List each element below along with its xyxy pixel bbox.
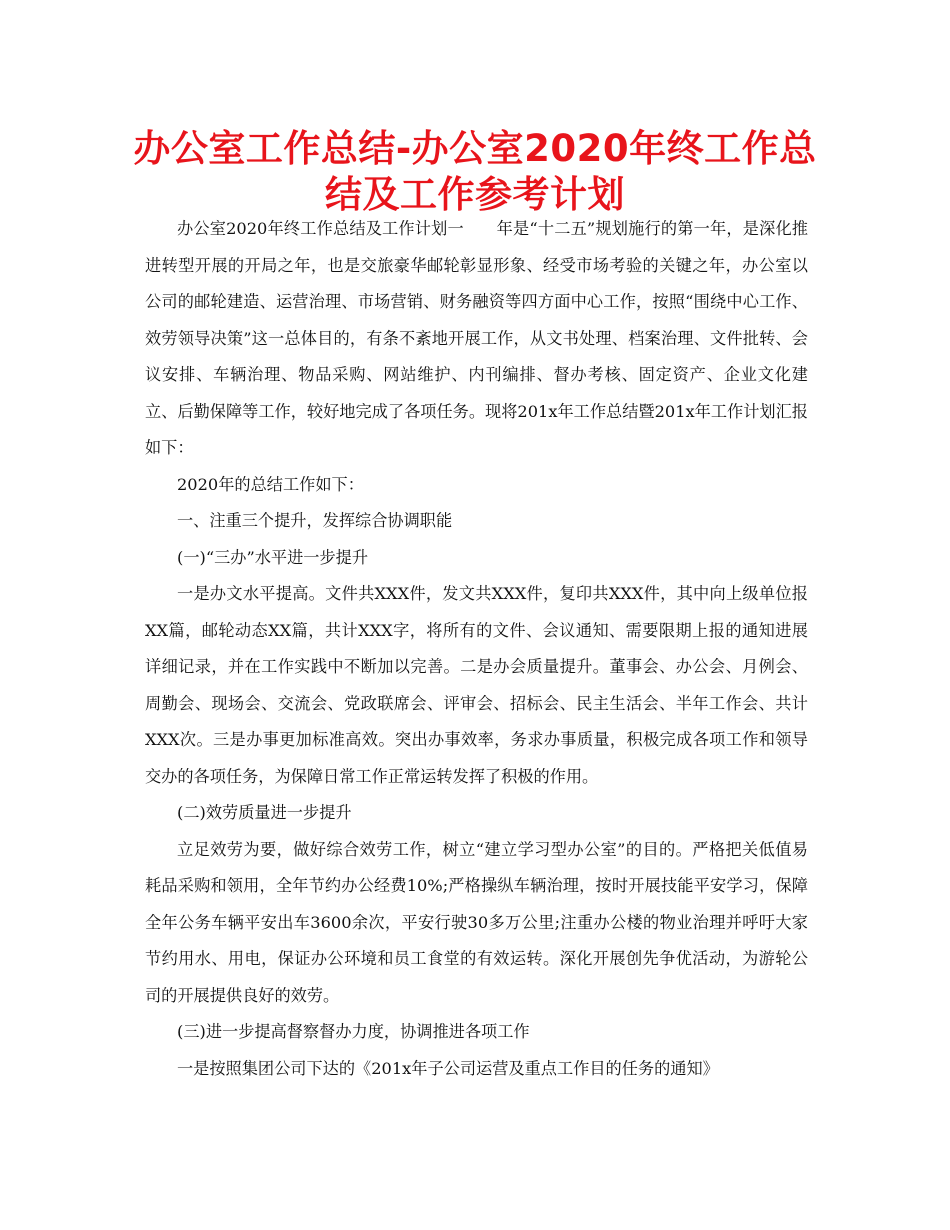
summary-heading: 2020年的总结工作如下： <box>177 474 364 494</box>
subsection-heading-3: (三)进一步提高督察督办力度，协调推进各项工作 <box>177 1022 530 1041</box>
subsection-paragraph-1: 一是办文水平提高。文件共XXX件，发文共XXX件，复印共XXX件，其中向上级单位报XX篇，邮轮动态XX篇，共计XXX字，将所有的文件、会议通知、需要限期上报的通知进展详细记录，并在工作实践中不断加以完善。二是办会质量提升。董事会、办公会、月例会、周勤会、现场会、交流会、党政联席会、评审会、招标会、民主生活会、半年工作会、共计XXX次。三是办事更加标准高效。突出办事效率，务求办事质量，积极完成各项工作和领导交办的各项任务，为保障日常工作正常运转发挥了积极的作用。 <box>145 584 808 786</box>
document-body <box>145 211 808 1087</box>
subsection-heading-2: (二)效劳质量进一步提升 <box>177 803 352 822</box>
subsection-paragraph-3: 一是按照集团公司下达的《201x年子公司运营及重点工作目的任务的通知》 <box>177 1058 719 1078</box>
subsection-heading-1: (一)“三办”水平进一步提升 <box>177 547 369 567</box>
document-title: 办公室工作总结-办公室2020年终工作总结及工作参考计划 <box>133 127 817 216</box>
subsection-paragraph-2: 立足效劳为要，做好综合效劳工作，树立“建立学习型办公室”的目的。严格把关低值易耗品采购和领用，全年节约办公经费10%;严格操纵车辆治理，按时开展技能平安学习，保障全年公务车辆平安出车3600余次，平安行驶30多万公里;注重办公楼的物业治理并呼吁大家节约用水、用电，保证办公环境和员工食堂的有效运转。深化开展创先争优活动，为游轮公司的开展提供良好的效劳。 <box>145 839 808 1005</box>
section-heading-1: 一、注重三个提升，发挥综合协调职能 <box>177 511 453 530</box>
intro-paragraph: 办公室2020年终工作总结及工作计划一 年是“十二五”规划施行的第一年，是深化推进转型开展的开局之年，也是交旅豪华邮轮彰显形象、经受市场考验的关键之年，办公室以公司的邮轮建造、运营治理、市场营销、财务融资等四方面中心工作，按照“围绕中心工作、效劳领导决策”这一总体目的，有条不紊地开展工作，从文书处理、档案治理、文件批转、会议安排、车辆治理、物品采购、网站维护、内刊编排、督办考核、固定资产、企业文化建立、后勤保障等工作，较好地完成了各项任务。现将201x年工作总结暨201x年工作计划汇报如下： <box>145 219 808 457</box>
